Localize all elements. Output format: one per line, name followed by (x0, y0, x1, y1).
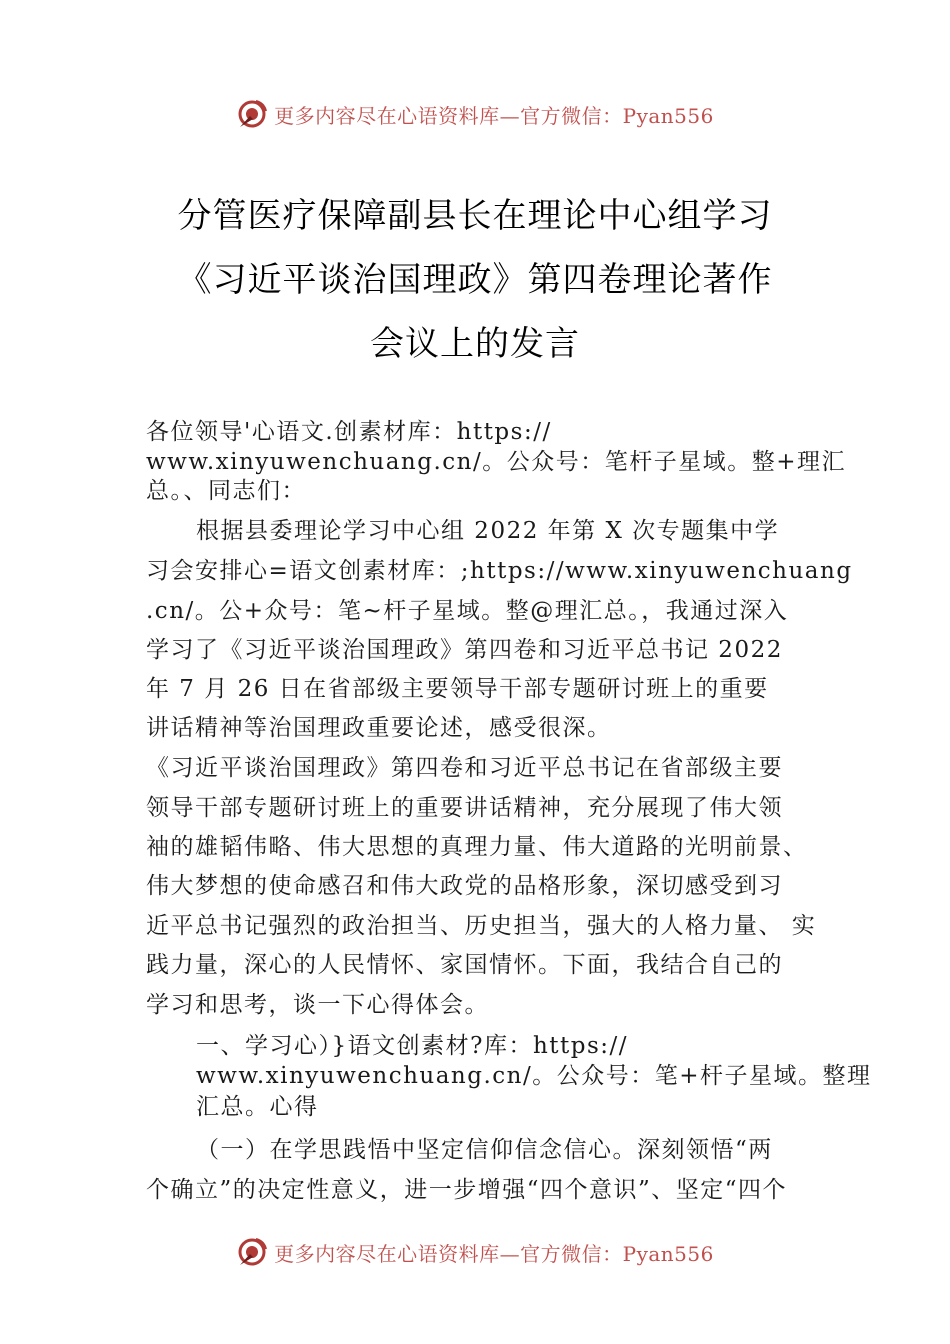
body-line: 习会安排心=语文创素材库：;https://www.xinyuwenchuang (146, 558, 853, 584)
body-line: 汇总。心得 (196, 1094, 319, 1120)
pen-nib-logo-icon (236, 97, 270, 131)
header-watermark-text: 更多内容尽在心语资料库—官方微信：Pyan556 (274, 103, 714, 128)
header-watermark-banner (0, 94, 950, 134)
body-line: www.xinyuwenchuang.cn/。公众号：笔+杆子星域。整理 (196, 1063, 872, 1089)
pen-nib-logo-icon (236, 1235, 270, 1269)
body-line: 学习了《习近平谈治国理政》第四卷和习近平总书记 2022 (146, 637, 783, 663)
body-line: 根据县委理论学习中心组 2022 年第 X 次专题集中学 (196, 518, 780, 544)
document-title-line-1: 分管医疗保障副县长在理论中心组学习 (177, 196, 773, 236)
body-line: 总。、同志们： (146, 478, 306, 504)
body-line: 近平总书记强烈的政治担当、历史担当，强大的人格力量、 实 (146, 913, 817, 939)
body-line: 各位领导'心语文.创素材库：https:// (146, 419, 552, 445)
body-line: 袖的雄韬伟略、伟大思想的真理力量、伟大道路的光明前景、 (146, 834, 808, 860)
body-line: 伟大梦想的使命感召和伟大政党的品格形象，深切感受到习 (146, 873, 783, 899)
body-line: 讲话精神等治国理政重要论述，感受很深。 (146, 715, 612, 741)
body-line: 《习近平谈治国理政》第四卷和习近平总书记在省部级主要 (146, 755, 783, 781)
body-line: 年 7 月 26 日在省部级主要领导干部专题研讨班上的重要 (146, 676, 769, 702)
body-line: 学习和思考，谈一下心得体会。 (146, 992, 489, 1018)
body-line: www.xinyuwenchuang.cn/。公众号：笔杆子星域。整+理汇 (146, 449, 846, 475)
body-line: .cn/。公+众号：笔~杆子星域。整@理汇总。，我通过深入 (146, 598, 789, 624)
body-line: 领导干部专题研讨班上的重要讲话精神，充分展现了伟大领 (146, 795, 783, 821)
body-line: 践力量，深心的人民情怀、家国情怀。下面，我结合自己的 (146, 952, 783, 978)
footer-watermark-text: 更多内容尽在心语资料库—官方微信：Pyan556 (274, 1241, 714, 1266)
section-heading-line: 一、学习心）}语文创素材?库：https:// (196, 1033, 629, 1059)
document-title-line-3: 会议上的发言 (370, 324, 580, 364)
subsection-heading-line: （一）在学思践悟中坚定信仰信念信心。深刻领悟“两 (196, 1137, 773, 1163)
body-line: 个确立”的决定性意义，进一步增强“四个意识”、坚定“四个 (146, 1177, 788, 1203)
document-title-line-2: 《习近平谈治国理政》第四卷理论著作 (177, 260, 773, 300)
footer-watermark-banner (0, 1232, 950, 1272)
